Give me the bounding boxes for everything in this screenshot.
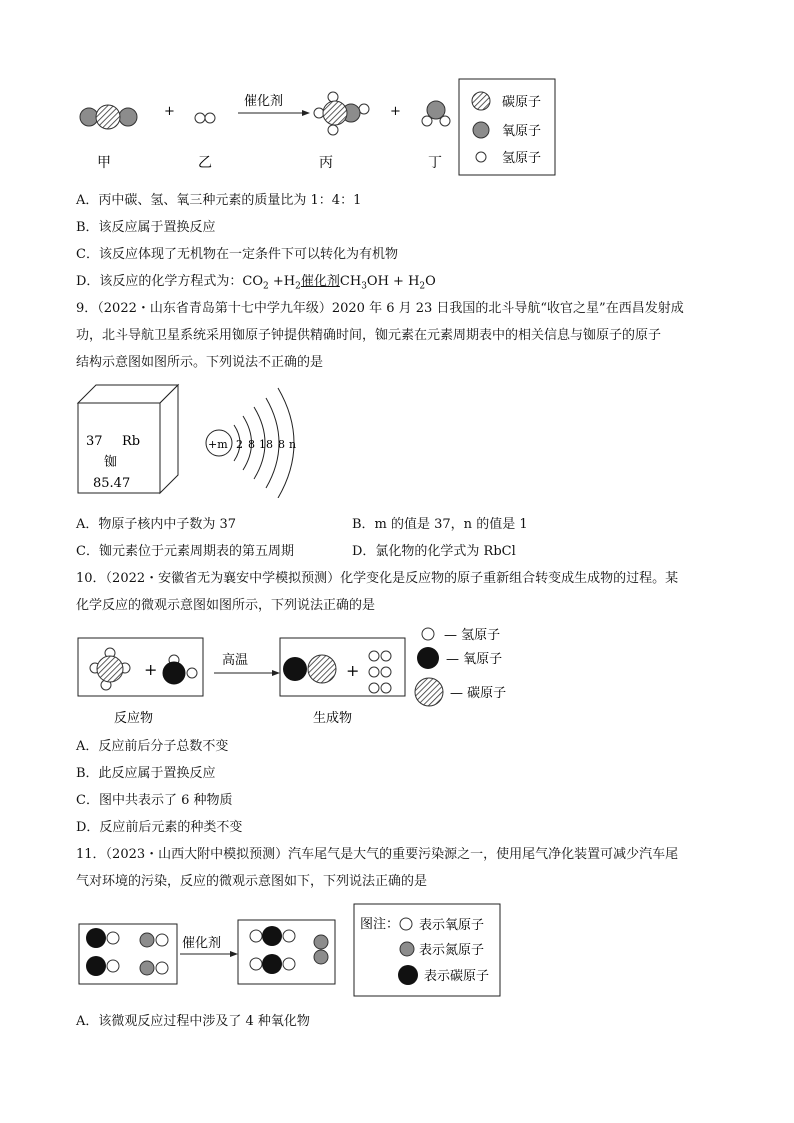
q10-stem-line-1: 10．（2022・安徽省无为襄安中学模拟预测）化学变化是反应物的原子重新组合转变成生成物的过程。某	[76, 571, 679, 586]
q10-option-b: B．此反应属于置换反应	[76, 766, 216, 781]
q9-stem-line-2: 功，北斗导航卫星系统采用铷原子钟提供精确时间，铷元素在元素周期表中的相关信息与铷原子的原子	[76, 328, 662, 343]
q10-stem-line-2: 化学反应的微观示意图如图所示，下列说法正确的是	[76, 598, 376, 613]
atom-structure-diagram	[206, 388, 296, 498]
svg-text:表示氧原子: 表示氧原子	[419, 918, 485, 933]
svg-text:+: +	[144, 660, 158, 679]
svg-text:+: +	[390, 104, 401, 119]
label-jia: 甲	[97, 155, 111, 171]
svg-text:氢原子: 氢原子	[502, 151, 542, 166]
q10-figure	[76, 622, 526, 730]
q11-option-a: A．该微观反应过程中涉及了 4 种氧化物	[76, 1014, 310, 1029]
svg-text:— 氢原子: — 氢原子	[444, 628, 501, 643]
svg-text:— 氧原子: — 氧原子	[446, 652, 503, 667]
q11-legend	[354, 904, 500, 996]
svg-text:表示氮原子: 表示氮原子	[419, 943, 485, 958]
q11-stem-line-2: 气对环境的污染，反应的微观示意图如下，下列说法正确的是	[76, 874, 428, 889]
nucleus-charge: +m	[208, 438, 228, 451]
q9-option-c: C．铷元素位于元素周期表的第五周期	[76, 544, 294, 559]
plus-sign: +	[164, 104, 175, 119]
atomic-mass: 85.47	[93, 476, 131, 491]
q8-legend	[459, 79, 555, 175]
q9-figure	[76, 383, 316, 498]
q8-reaction-figure	[70, 75, 560, 185]
svg-text:表示碳原子: 表示碳原子	[424, 969, 490, 984]
q8-option-b: B．该反应属于置换反应	[76, 220, 216, 235]
q9-option-b: B．m 的值是 37，n 的值是 1	[352, 517, 528, 532]
element-name: 铷	[104, 455, 118, 470]
element-symbol: Rb	[122, 434, 141, 449]
q9-stem-line-1: 9．（2022・山东省青岛第十七中学九年级）2020 年 6 月 23 日我国的北斗导航“收官之星”在西昌发射成	[76, 301, 684, 316]
q10-option-a: A．反应前后分子总数不变	[76, 739, 229, 754]
periodic-element-card	[78, 385, 178, 493]
q8-option-a: A．丙中碳、氢、氧三种元素的质量比为 1：4：1	[76, 193, 362, 208]
svg-text:n: n	[289, 438, 297, 451]
svg-text:— 碳原子: — 碳原子	[450, 686, 507, 701]
atomic-number: 37	[86, 434, 103, 449]
svg-text:碳原子: 碳原子	[502, 95, 542, 110]
label-ding: 丁	[428, 155, 442, 171]
reactant-label: 反应物	[114, 711, 154, 726]
q8-option-c: C．该反应体现了无机物在一定条件下可以转化为有机物	[76, 247, 398, 262]
catalyst-label-11: 催化剂	[182, 936, 222, 951]
q9-option-d: D．氯化物的化学式为 RbCl	[352, 544, 516, 559]
svg-text:8: 8	[248, 438, 255, 451]
q9-stem-line-3: 结构示意图如图所示。下列说法不正确的是	[76, 355, 324, 370]
high-temp-label: 高温	[222, 653, 249, 668]
svg-text:+: +	[346, 661, 360, 680]
svg-text:2: 2	[236, 438, 243, 451]
label-yi: 乙	[198, 155, 212, 171]
q11-figure	[76, 902, 506, 1002]
q10-option-d: D．反应前后元素的种类不变	[76, 820, 243, 835]
catalyst-label: 催化剂	[244, 94, 284, 109]
svg-text:8: 8	[278, 438, 285, 451]
molecule-bing	[314, 92, 369, 135]
q10-legend	[415, 628, 506, 706]
svg-text:18: 18	[259, 438, 273, 451]
svg-text:图注：: 图注：	[360, 917, 400, 932]
molecule-jia	[80, 105, 137, 129]
q11-stem-line-1: 11．（2023・山西大附中模拟预测）汽车尾气是大气的重要污染源之一，使用尾气净化装置可减少汽车尾	[76, 847, 679, 862]
q8-option-d: D．该反应的化学方程式为：$CO_2 +H_2$催化剂$CH_3OH + H_2O$	[76, 274, 436, 292]
label-bing: 丙	[319, 155, 333, 171]
molecule-yi	[195, 113, 215, 123]
q9-option-a: A．物原子核内中子数为 37	[76, 517, 237, 532]
svg-text:氧原子: 氧原子	[502, 124, 542, 139]
q10-option-c: C．图中共表示了 6 种物质	[76, 793, 233, 808]
product-label: 生成物	[313, 711, 353, 726]
molecule-ding	[422, 101, 450, 126]
